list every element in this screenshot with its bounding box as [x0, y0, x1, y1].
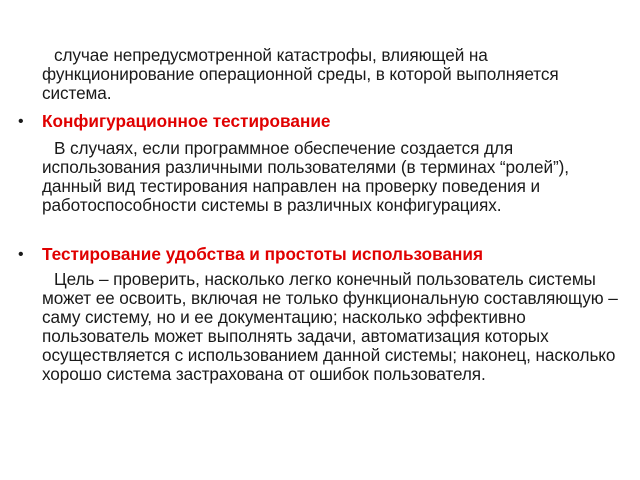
- intro-paragraph: случае непредусмотренной катастрофы, влияющей на функционирование операционной среды, в которой выполняется система.: [42, 45, 559, 103]
- section-heading-configuration-testing: Конфигурационное тестирование: [42, 111, 331, 131]
- bullet-marker: •: [18, 246, 24, 263]
- section-body-usability-testing: Цель – проверить, насколько легко конечный пользователь системы может ее освоить, включая не только функциональную составляющую – саму систему, но и ее документацию; насколько эффективно пользователь может выполнять задачи, автоматизация которых осуществляется с использованием данной системы; наконец, насколько хорошо система застрахована от ошибок пользователя.: [42, 269, 618, 384]
- bullet-marker: •: [18, 113, 24, 130]
- section-body-configuration-testing: В случаях, если программное обеспечение создается для использования различными пользователями (в терминах “ролей”), данный вид тестирования направлен на проверку поведения и работоспособности системы в различных конфигурациях.: [42, 138, 569, 215]
- section-heading-usability-testing: Тестирование удобства и простоты использования: [42, 244, 484, 264]
